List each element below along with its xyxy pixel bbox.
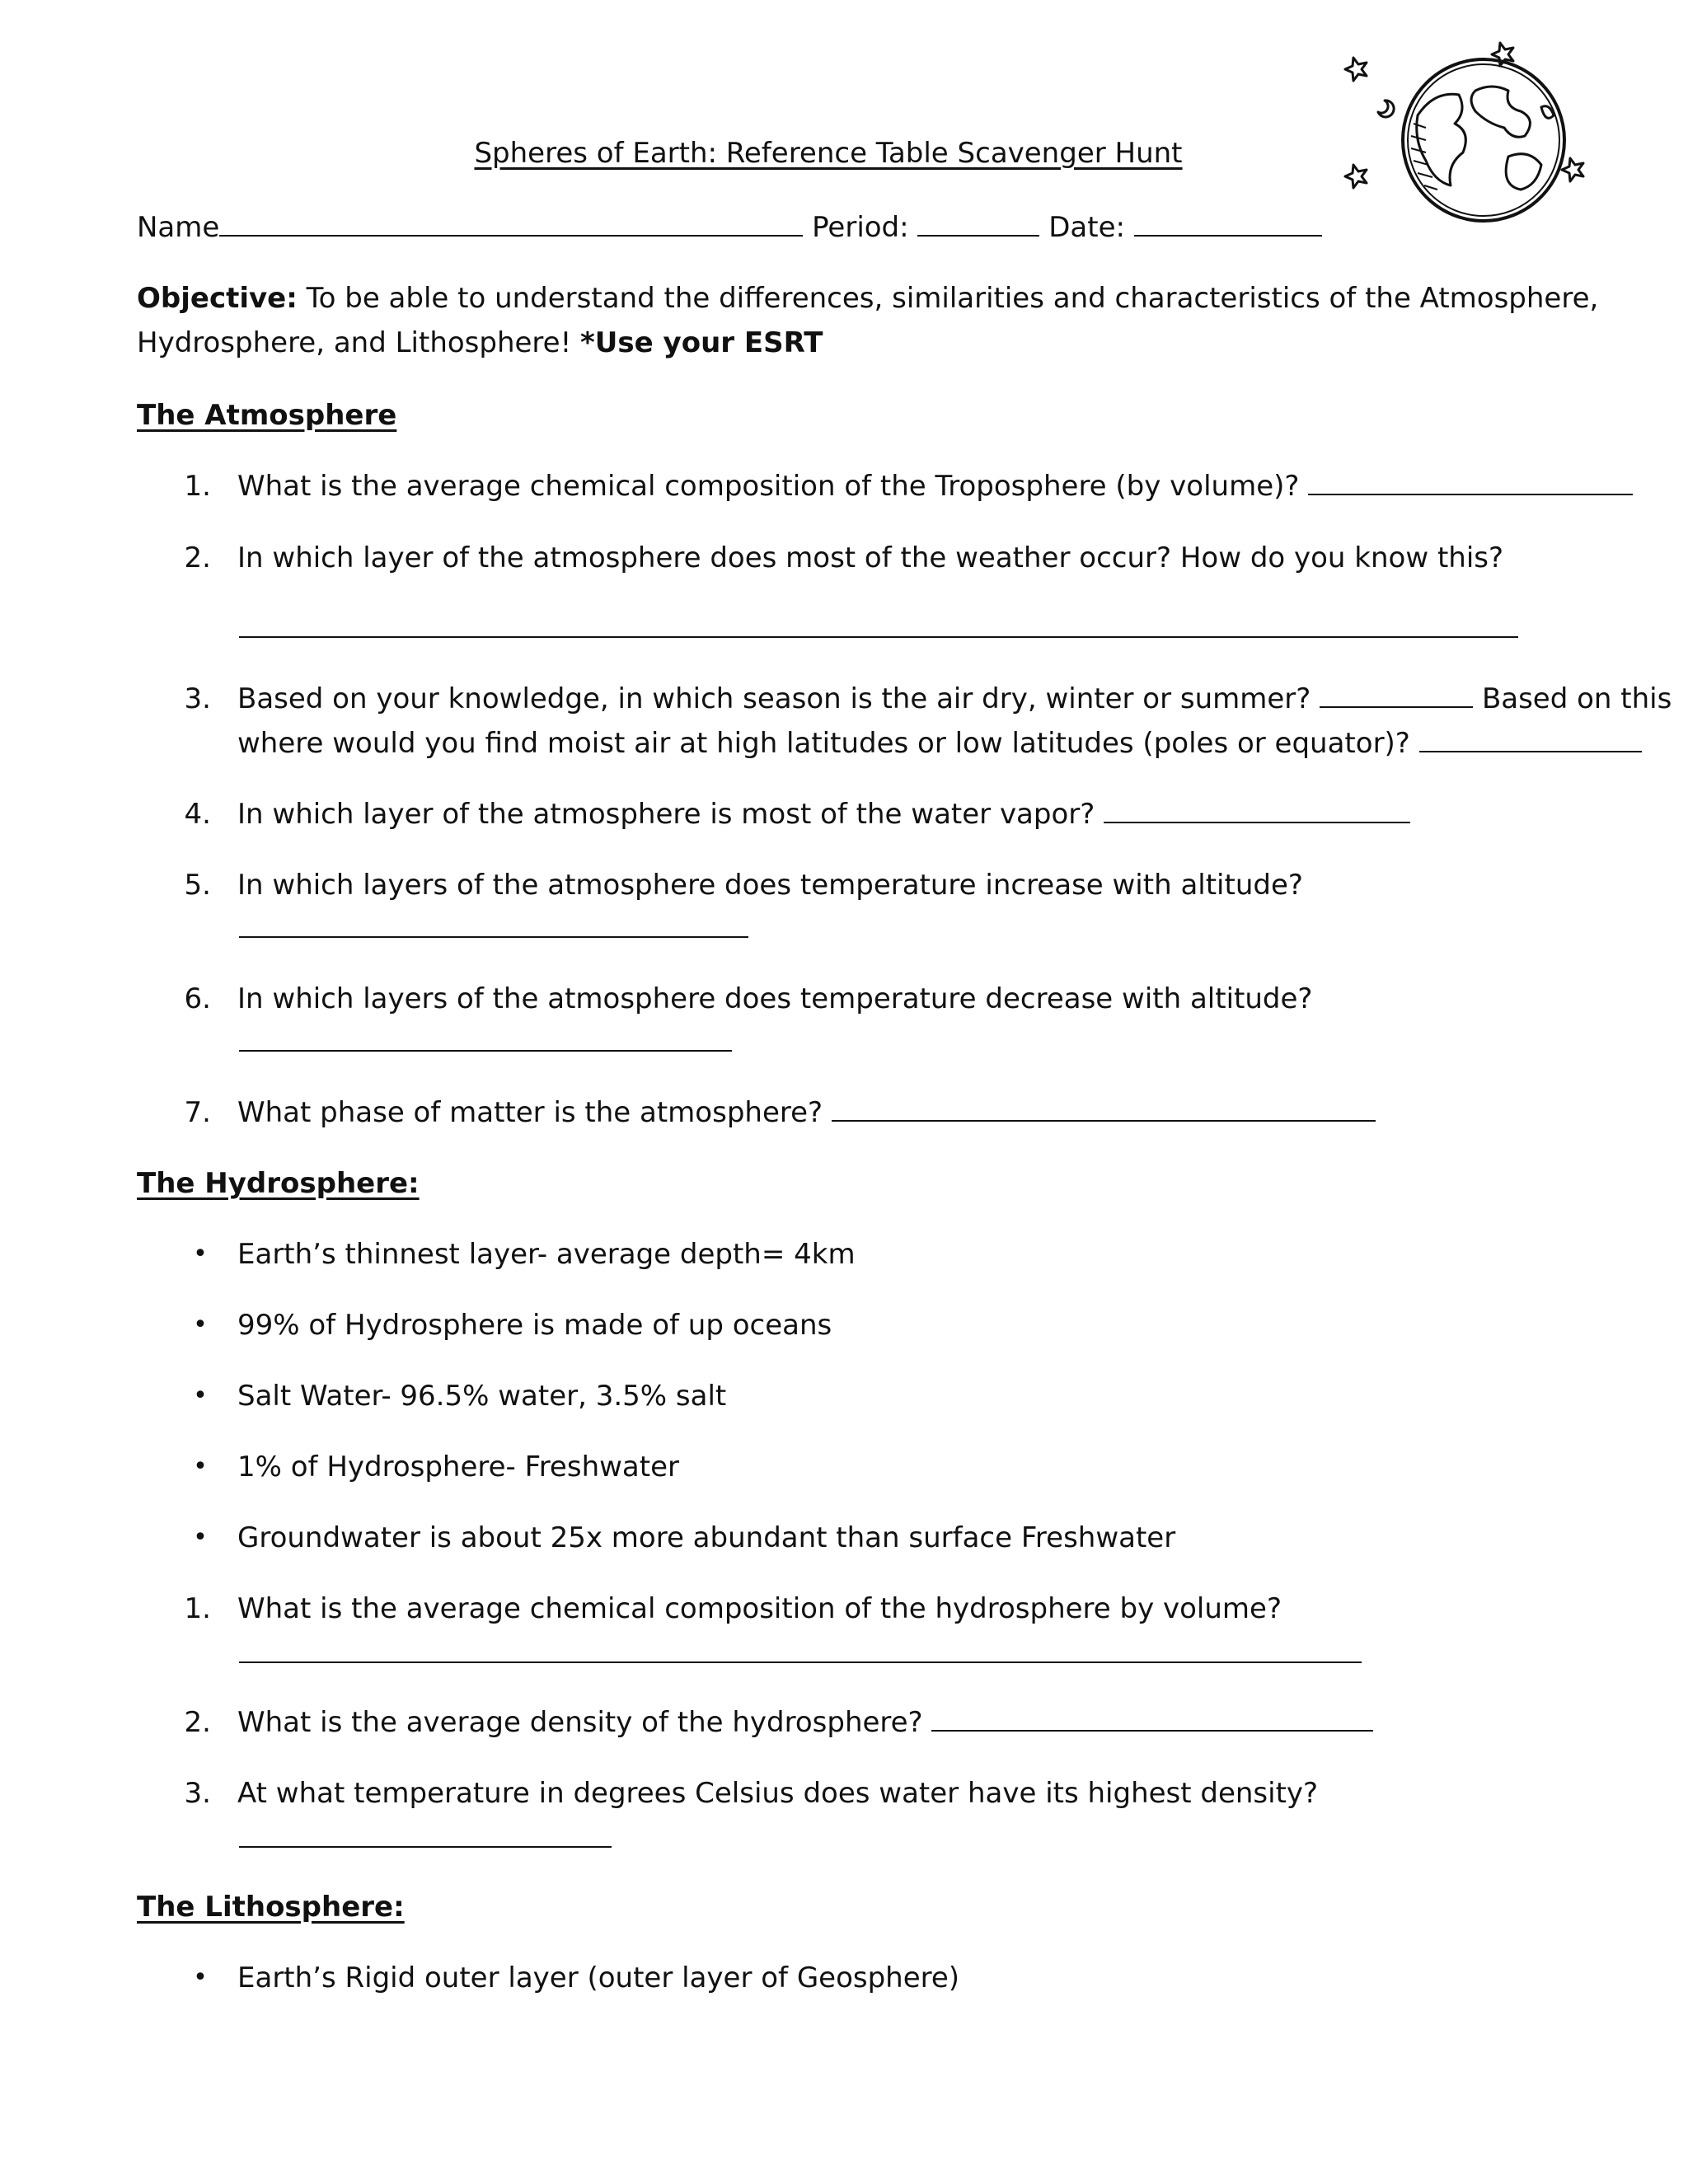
hydro-q1-text: What is the average chemical composition of the hydrosphere by volume? <box>237 1592 1282 1625</box>
hydrosphere-heading: The Hydrosphere: <box>137 1167 420 1200</box>
atm-q3-text-after: Based on this <box>1481 682 1672 715</box>
litho-bullet-1: Earth’s Rigid outer layer (outer layer of Geosphere) <box>237 1961 960 1994</box>
atm-q3-line-2 <box>237 725 1642 762</box>
atm-q3-answer-latitude[interactable] <box>1419 726 1642 752</box>
atm-q4-number: 4. <box>184 798 211 831</box>
bullet-icon: • <box>193 1240 208 1268</box>
hydro-q3-answer[interactable] <box>239 1846 612 1848</box>
hydro-bullet-3: Salt Water- 96.5% water, 3.5% salt <box>237 1380 727 1413</box>
atm-q1-text: What is the average chemical composition of the Troposphere (by volume)? <box>237 470 1300 503</box>
objective-line-2 <box>137 325 823 361</box>
atm-q3-number: 3. <box>184 682 211 715</box>
atm-q3-text-2: where would you find moist air at high latitudes or low latitudes (poles or equator)? <box>237 727 1410 760</box>
hydro-q2 <box>237 1704 1373 1741</box>
bullet-icon: • <box>193 1523 208 1552</box>
hydro-q1-number: 1. <box>184 1592 211 1625</box>
hydro-q3-text: At what temperature in degrees Celsius does water have its highest density? <box>237 1777 1319 1810</box>
atm-q7 <box>237 1094 1376 1131</box>
date-field[interactable] <box>1134 210 1322 237</box>
objective-line-1 <box>137 280 1598 316</box>
name-field[interactable] <box>219 210 803 237</box>
atm-q7-number: 7. <box>184 1096 211 1129</box>
star-icon <box>1345 58 1367 81</box>
atm-q2-text: In which layer of the atmosphere does most of the weather occur? How do you know this? <box>237 541 1504 574</box>
lithosphere-heading: The Lithosphere: <box>137 1891 405 1924</box>
atmosphere-heading: The Atmosphere <box>137 399 397 432</box>
hydro-q2-number: 2. <box>184 1706 211 1739</box>
hydro-bullet-2: 99% of Hydrosphere is made of up oceans <box>237 1309 832 1342</box>
atm-q4-text: In which layer of the atmosphere is most of the water vapor? <box>237 798 1095 831</box>
bullet-icon: • <box>193 1452 208 1481</box>
bullet-icon: • <box>193 1963 208 1992</box>
atm-q5-answer[interactable] <box>239 936 748 938</box>
bullet-icon: • <box>193 1310 208 1339</box>
atm-q2-answer[interactable] <box>239 636 1518 638</box>
atm-q1 <box>237 468 1633 504</box>
atm-q1-number: 1. <box>184 470 211 503</box>
objective-label: Objective: <box>137 282 298 315</box>
atm-q3-line-1 <box>237 681 1672 717</box>
atm-q3-text: Based on your knowledge, in which season is the air dry, winter or summer? <box>237 682 1311 715</box>
hydro-q2-answer[interactable] <box>931 1705 1373 1732</box>
period-field[interactable] <box>917 210 1039 237</box>
moon-icon <box>1378 101 1394 117</box>
bullet-icon: • <box>193 1381 208 1410</box>
name-period-date-row <box>137 209 1322 246</box>
period-label: Period: <box>812 211 909 244</box>
atm-q1-answer[interactable] <box>1308 469 1633 495</box>
hydro-bullet-5: Groundwater is about 25x more abundant than surface Freshwater <box>237 1521 1176 1554</box>
atm-q4-answer[interactable] <box>1104 797 1410 823</box>
atm-q6-number: 6. <box>184 982 211 1015</box>
date-label: Date: <box>1048 211 1125 244</box>
atm-q5-number: 5. <box>184 869 211 902</box>
atm-q3-answer-season[interactable] <box>1320 682 1473 708</box>
hydro-q1-answer[interactable] <box>239 1661 1362 1663</box>
atm-q7-answer[interactable] <box>832 1095 1376 1122</box>
objective-text-1: To be able to understand the differences, similarities and characteristics of the Atmosphere, <box>297 282 1599 315</box>
hydro-bullet-1: Earth’s thinnest layer- average depth= 4km <box>237 1238 856 1271</box>
name-label: Name <box>137 211 220 244</box>
atm-q6-text: In which layers of the atmosphere does temperature decrease with altitude? <box>237 982 1313 1015</box>
hydro-q2-text: What is the average density of the hydrosphere? <box>237 1706 923 1739</box>
page-title: Spheres of Earth: Reference Table Scavenger Hunt <box>474 137 1183 170</box>
objective-emphasis: *Use your ESRT <box>580 326 823 359</box>
atm-q4 <box>237 796 1410 832</box>
atm-q5-text: In which layers of the atmosphere does temperature increase with altitude? <box>237 869 1303 902</box>
atm-q6-answer[interactable] <box>239 1050 732 1052</box>
hydro-bullet-4: 1% of Hydrosphere- Freshwater <box>237 1451 679 1483</box>
hydro-q3-number: 3. <box>184 1777 211 1810</box>
atm-q2-number: 2. <box>184 541 211 574</box>
atm-q7-text: What phase of matter is the atmosphere? <box>237 1096 823 1129</box>
objective-text-2: Hydrosphere, and Lithosphere! <box>137 326 581 359</box>
